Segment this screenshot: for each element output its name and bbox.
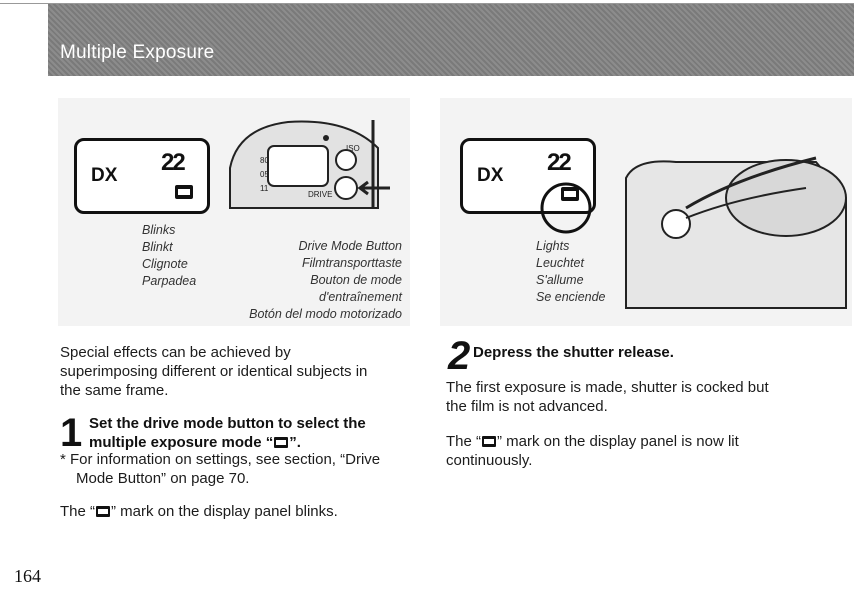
intro-line: the same frame. — [60, 382, 169, 399]
drive-button-label-es: Botón del modo motorizado — [249, 307, 402, 321]
multiple-exposure-icon — [274, 437, 288, 448]
step-2-para2-text-end: ” mark on the display panel is now lit — [497, 433, 739, 450]
intro-line: superimposing different or identical subjects in — [60, 363, 368, 380]
camera-hand-drawing — [616, 138, 852, 318]
lcd-mode-text: DX — [477, 165, 504, 186]
camera-top-drawing — [228, 108, 398, 218]
step-1-note — [60, 450, 420, 488]
step-2-para2-line2: continuously. — [446, 452, 533, 469]
step-2-para1-line1: The first exposure is made, shutter is cocked but — [446, 379, 769, 396]
section-title: Multiple Exposure — [60, 42, 215, 63]
drive-button-label-fr1: Bouton de mode — [310, 273, 402, 287]
dial-mark: 05 — [260, 170, 269, 179]
step-2-heading: Depress the shutter release. — [473, 344, 674, 361]
figure-drive-mode-button — [58, 98, 410, 326]
page-number: 164 — [14, 566, 41, 586]
drive-button-label-en: Drive Mode Button — [298, 239, 402, 253]
step-1-note-line2: Mode Button” on page 70. — [76, 470, 250, 487]
blink-label-de: Blinkt — [142, 240, 173, 254]
step-1-heading-text-end: ”. — [289, 434, 301, 451]
step-1-heading-line1: Set the drive mode button to select the — [89, 415, 366, 432]
lcd-frame-counter: 22 — [161, 149, 184, 176]
multiple-exposure-icon — [96, 506, 110, 517]
intro-paragraph — [60, 343, 420, 400]
intro-line: Special effects can be achieved by — [60, 344, 291, 361]
step-2-para1 — [446, 378, 846, 416]
step-2-para2-line1 — [446, 432, 846, 451]
drive-button-label-de: Filmtransporttaste — [301, 256, 402, 270]
dial-mark: 11 — [260, 184, 269, 193]
dial-mark: 80 — [260, 156, 269, 165]
step-2-number: 2 — [448, 334, 471, 378]
step-1-note-line1: * For information on settings, see section, “Drive — [60, 451, 381, 468]
iso-button-label: ISO — [346, 144, 360, 153]
step-1-heading — [89, 414, 409, 452]
dial-marks — [260, 154, 269, 196]
multiple-exposure-icon — [482, 436, 496, 447]
lights-label-group — [536, 238, 606, 306]
blink-label-fr: Clignote — [142, 257, 188, 271]
lights-label-fr: S'allume — [536, 273, 584, 287]
blink-label-en: Blinks — [142, 223, 176, 237]
highlight-circle — [536, 178, 596, 238]
lights-label-en: Lights — [536, 239, 570, 253]
step-1-heading-text: multiple exposure mode “ — [89, 434, 274, 451]
step-2-para2 — [446, 432, 846, 470]
multiple-exposure-icon — [175, 185, 193, 199]
section-banner — [48, 4, 854, 76]
step-1-result-text: The “ — [60, 503, 96, 520]
blink-label-group — [142, 222, 196, 290]
lcd-frame-counter: 22 — [547, 149, 570, 176]
lcd-mode-text: DX — [91, 165, 118, 186]
drive-button-label-group — [249, 238, 402, 323]
step-2-para2-text: The “ — [446, 433, 482, 450]
step-1-result-text-end: ” mark on the display panel blinks. — [111, 503, 338, 520]
step-1-result — [60, 502, 420, 521]
lights-label-es: Se enciende — [536, 290, 606, 304]
blink-label-es: Parpadea — [142, 274, 197, 288]
drive-button-label-fr2: d'entraînement — [319, 290, 402, 304]
figure-shutter-release — [440, 98, 852, 326]
lcd-panel — [74, 138, 210, 214]
lights-label-de: Leuchtet — [536, 256, 584, 270]
drive-label: DRIVE — [308, 190, 333, 199]
step-1-number: 1 — [60, 411, 83, 455]
step-2-para1-line2: the film is not advanced. — [446, 398, 608, 415]
